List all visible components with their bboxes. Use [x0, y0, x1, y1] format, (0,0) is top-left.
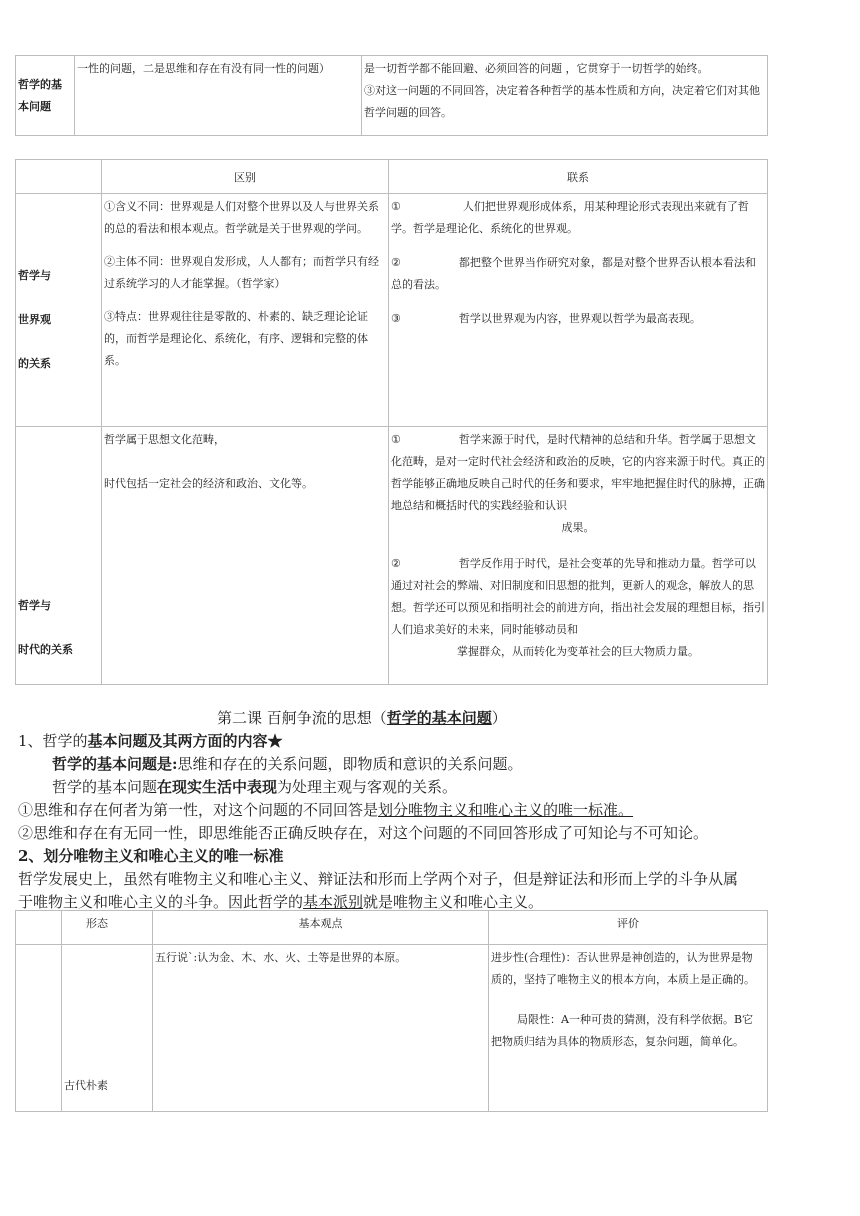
column-header-eval: 评价: [489, 911, 768, 945]
item-number: ①: [391, 200, 401, 213]
paragraph: 哲学发展史上，虽然有唯物主义和唯心主义、辩证法和形而上学两个对子，但是辩证法和形而上学的斗争从属: [18, 870, 739, 888]
empty-header-cell: [16, 911, 62, 945]
column-header-diff: 区别: [102, 160, 389, 194]
eval-cell: [489, 945, 768, 1112]
cell-text: 哲学来源于时代，是时代精神的总结和升华。哲学属于思想文化范畴，是对一定时代社会经济和政治的反映，它的内容来源于时代。真正的哲学能够正确地反映自己时代的任务和要求，牢牢地把握住时代的脉搏，正确地总结和概括时代的实践经验和认识: [391, 433, 765, 512]
row-label-line: 哲学与: [18, 599, 51, 612]
item-number: ③: [391, 312, 401, 325]
diff-cell: [102, 194, 389, 427]
cell-text: 哲学反作用于时代，是社会变革的先导和推动力量。哲学可以通过对社会的弊端、对旧制度和旧思想的批判，更新人的观念，解放人的思想。哲学还可以预见和指明社会的前进方向，指出社会发展的理想目标，指引人们追求美好的未来，同时能够动员和: [391, 557, 765, 636]
paragraph-text: 于唯物主义和唯心主义的斗争。因此哲学的: [18, 893, 304, 911]
empty-header-cell: [16, 160, 102, 194]
cell-text: 时代包括一定社会的经济和政治、文化等。: [104, 477, 313, 490]
link-cell: [389, 427, 768, 685]
row-label: [16, 194, 102, 427]
cell-text: 都把整个世界当作研究对象，都是对整个世界否认根本看法和总的看法。: [391, 256, 756, 291]
table-cell: [75, 56, 362, 136]
link-cell: [389, 194, 768, 427]
paragraph: [52, 753, 523, 775]
section-heading-2: 2、划分唯物主义和唯心主义的唯一标准: [18, 847, 284, 865]
row-label: [62, 945, 153, 1112]
paragraph: ②思维和存在有无同一性，即思维能否正确反映存在，对这个问题的不同回答形成了可知论与不可知论。: [18, 824, 709, 842]
cell-text: 掌握群众，从而转化为变革社会的巨大物质力量。: [457, 645, 699, 658]
column-header-link: 联系: [389, 160, 768, 194]
cell-text: 五行说`:认为金、木、水、火、土等是世界的本原。: [155, 951, 407, 964]
paragraph-text: 思维和存在的关系问题，即物质和意识的关系问题。: [177, 755, 523, 773]
cell-text: 人们把世界观形成体系，用某种理论形式表现出来就有了哲学。哲学是理论化、系统化的世界观。: [391, 200, 749, 235]
list-item: [391, 196, 765, 240]
row-label-line: 的关系: [18, 357, 51, 370]
item-number: ①: [391, 433, 401, 446]
cell-text: ①含义不同：世界观是人们对整个世界以及人与世界关系的总的看法和根本观点。哲学就是关于世界观的学问。: [104, 200, 379, 235]
title-underlined: 哲学的基本问题: [386, 709, 492, 727]
list-item: [391, 429, 765, 517]
header-text: 形态: [86, 917, 108, 930]
list-item: [391, 553, 765, 641]
diff-cell: [102, 427, 389, 685]
row-label-line: 时代的关系: [18, 643, 73, 656]
cell-text: ②主体不同：世界观自发形成，人人都有；而哲学只有经过系统学习的人才能掌握。（哲学家）: [104, 255, 379, 290]
cell-text: 哲学以世界观为内容，世界观以哲学为最高表现。: [458, 312, 701, 325]
cell-text: 哲学属于思想文化范畴，: [104, 433, 225, 446]
materialism-forms-table: [15, 910, 768, 1112]
empty-cell: [16, 945, 62, 1112]
paragraph-text: 哲学的基本问题: [52, 778, 158, 796]
paragraph-bold: 哲学的基本问题是:: [52, 755, 178, 773]
row-label: [16, 427, 102, 685]
paragraph-text: 为处理主观与客观的关系。: [277, 778, 458, 796]
row-label-text: 古代朴素: [64, 1079, 108, 1092]
cell-text: 进步性(合理性)：否认世界是神创造的，认为世界是物质的，坚持了唯物主义的根本方向，本质上是正确的。: [491, 951, 755, 986]
title-text: 第二课 百舸争流的思想（: [217, 709, 387, 727]
item-number: ②: [391, 557, 401, 570]
cell-text: 一性的问题，二是思维和存在有没有同一性的问题）: [77, 62, 330, 75]
list-item: [391, 308, 765, 330]
philosophy-relations-table: [15, 159, 768, 685]
heading-text: 1、哲学的: [18, 732, 88, 750]
cell-text: 局限性：A一种可贵的猜测，没有科学依据。B它把物质归结为具体的物质形态，复杂问题，简单化。: [491, 1013, 754, 1048]
paragraph-text: ①思维和存在何者为第一性，对这个问题的不同回答是: [18, 801, 379, 819]
column-header-view: 基本观点: [153, 911, 489, 945]
column-header-form: [62, 911, 153, 945]
paragraph-text: 就是唯物主义和唯心主义。: [363, 893, 544, 911]
cell-text: ③特点：世界观往往是零散的、朴素的、缺乏理论论证的，而哲学是理论化、系统化，有序、逻辑和完整的体系。: [104, 310, 368, 367]
cell-text: 是一切哲学都不能回避、必须回答的问题 ，它贯穿于一切哲学的始终。: [364, 62, 709, 75]
section-heading-1: [18, 730, 283, 752]
paragraph: [52, 776, 457, 798]
table-cell: [362, 56, 768, 136]
cell-text: ③对这一问题的不同回答，决定着各种哲学的基本性质和方向，决定着它们对其他哲学问题的回答。: [364, 84, 760, 119]
view-cell: [153, 945, 489, 1112]
list-item: [391, 252, 765, 296]
item-number: ②: [391, 256, 401, 269]
basic-question-table: [15, 55, 768, 136]
row-label-text: 哲学的基本问题: [18, 77, 62, 113]
row-label-line: 哲学与: [18, 269, 51, 282]
paragraph-underlined: 划分唯物主义和唯心主义的唯一标准。: [378, 801, 634, 819]
lesson-title: [217, 707, 507, 729]
paragraph-bold: 在现实生活中表现: [157, 778, 278, 796]
title-text: ）: [491, 709, 507, 727]
paragraph-underlined: 基本派别: [303, 893, 364, 911]
row-label: [16, 56, 75, 136]
paragraph: [18, 799, 633, 821]
heading-bold: 基本问题及其两方面的内容★: [87, 732, 283, 750]
cell-text: 成果。: [561, 521, 595, 534]
row-label-line: 世界观: [18, 313, 51, 326]
